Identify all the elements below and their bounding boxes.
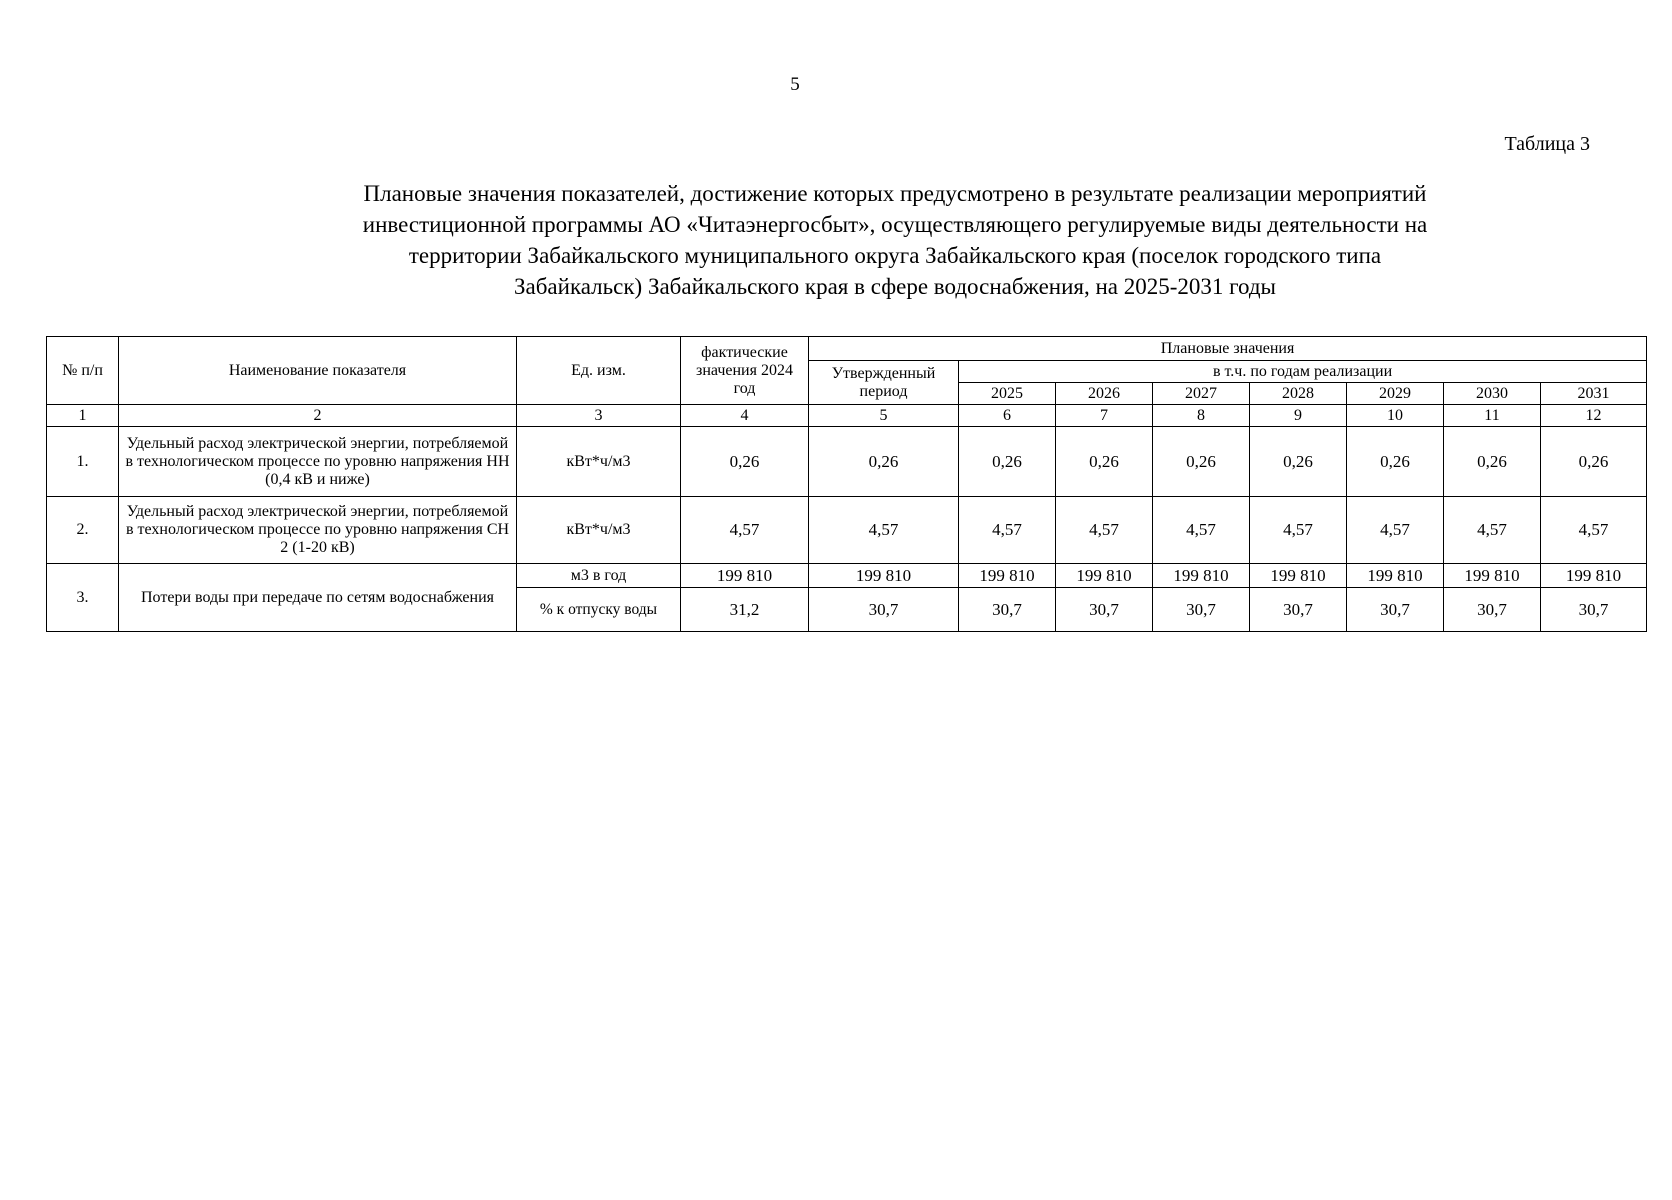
row-value: 0,26 <box>1250 427 1347 497</box>
row-name: Удельный расход электрической энергии, потребляемой в технологическом процессе по уровню напряжения СН 2 (1-20 кВ) <box>119 497 517 564</box>
row-value: 4,57 <box>1153 497 1250 564</box>
row-value: 0,26 <box>1444 427 1541 497</box>
header-year: 2028 <box>1250 383 1347 405</box>
header-by-years: в т.ч. по годам реализации <box>959 361 1647 383</box>
row-value: 30,7 <box>1347 588 1444 632</box>
column-number: 6 <box>959 405 1056 427</box>
header-year: 2025 <box>959 383 1056 405</box>
header-year: 2026 <box>1056 383 1153 405</box>
row-name: Потери воды при передаче по сетям водоснабжения <box>119 564 517 632</box>
row-value: 4,57 <box>1541 497 1647 564</box>
header-unit: Ед. изм. <box>517 337 681 405</box>
row-value: 0,26 <box>1056 427 1153 497</box>
row-value: 30,7 <box>1250 588 1347 632</box>
title-line: территории Забайкальского муниципального округа Забайкальского края (поселок городского типа <box>408 243 1382 268</box>
column-number: 3 <box>517 405 681 427</box>
row-value: 199 810 <box>809 564 959 588</box>
row-value: 0,26 <box>681 427 809 497</box>
row-value: 4,57 <box>809 497 959 564</box>
row-value: 4,57 <box>681 497 809 564</box>
row-name: Удельный расход электрической энергии, потребляемой в технологическом процессе по уровню напряжения НН (0,4 кВ и ниже) <box>119 427 517 497</box>
title-line: инвестиционной программы АО «Читаэнергосбыт», осуществляющего регулируемые виды деятельности на <box>362 212 1428 237</box>
column-number: 4 <box>681 405 809 427</box>
header-year: 2029 <box>1347 383 1444 405</box>
row-value: 4,57 <box>1347 497 1444 564</box>
row-unit: кВт*ч/м3 <box>517 427 681 497</box>
row-value: 199 810 <box>1250 564 1347 588</box>
row-value: 199 810 <box>681 564 809 588</box>
row-value: 4,57 <box>1056 497 1153 564</box>
column-number: 2 <box>119 405 517 427</box>
row-num: 2. <box>47 497 119 564</box>
column-number: 12 <box>1541 405 1647 427</box>
row-value: 199 810 <box>1541 564 1647 588</box>
row-value: 199 810 <box>1153 564 1250 588</box>
row-unit: % к отпуску воды <box>517 588 681 632</box>
row-value: 199 810 <box>1056 564 1153 588</box>
header-fact: фактические значения 2024 год <box>681 337 809 405</box>
row-value: 199 810 <box>1444 564 1541 588</box>
row-value: 30,7 <box>809 588 959 632</box>
row-unit: м3 в год <box>517 564 681 588</box>
row-value: 31,2 <box>681 588 809 632</box>
table-row <box>47 427 1647 497</box>
row-value: 4,57 <box>959 497 1056 564</box>
row-value: 30,7 <box>1444 588 1541 632</box>
row-num: 1. <box>47 427 119 497</box>
row-unit: кВт*ч/м3 <box>517 497 681 564</box>
table-row <box>47 497 1647 564</box>
indicators-table <box>46 336 1647 632</box>
row-value: 0,26 <box>1541 427 1647 497</box>
row-value: 4,57 <box>1444 497 1541 564</box>
column-number: 7 <box>1056 405 1153 427</box>
table-row <box>47 564 1647 588</box>
header-year: 2030 <box>1444 383 1541 405</box>
document-title <box>200 178 1590 302</box>
header-approved: Утвержденный период <box>809 361 959 405</box>
header-planned: Плановые значения <box>809 337 1647 361</box>
row-value: 199 810 <box>1347 564 1444 588</box>
column-numbers-row <box>47 405 1647 427</box>
row-value: 30,7 <box>1056 588 1153 632</box>
row-value: 30,7 <box>1153 588 1250 632</box>
title-line: Забайкальск) Забайкальского края в сфере водоснабжения, на 2025-2031 годы <box>514 274 1276 299</box>
row-value: 0,26 <box>809 427 959 497</box>
column-number: 10 <box>1347 405 1444 427</box>
header-num: № п/п <box>47 337 119 405</box>
header-year: 2031 <box>1541 383 1647 405</box>
title-line: Плановые значения показателей, достижение которых предусмотрено в результате реализации мероприятий <box>363 181 1427 206</box>
page-number: 5 <box>790 74 800 95</box>
header-year: 2027 <box>1153 383 1250 405</box>
table-caption: Таблица 3 <box>1504 133 1590 155</box>
row-value: 30,7 <box>1541 588 1647 632</box>
row-num: 3. <box>47 564 119 632</box>
column-number: 5 <box>809 405 959 427</box>
column-number: 9 <box>1250 405 1347 427</box>
row-value: 4,57 <box>1250 497 1347 564</box>
row-value: 0,26 <box>1347 427 1444 497</box>
column-number: 1 <box>47 405 119 427</box>
column-number: 8 <box>1153 405 1250 427</box>
row-value: 30,7 <box>959 588 1056 632</box>
row-value: 199 810 <box>959 564 1056 588</box>
header-name: Наименование показателя <box>119 337 517 405</box>
row-value: 0,26 <box>959 427 1056 497</box>
column-number: 11 <box>1444 405 1541 427</box>
row-value: 0,26 <box>1153 427 1250 497</box>
